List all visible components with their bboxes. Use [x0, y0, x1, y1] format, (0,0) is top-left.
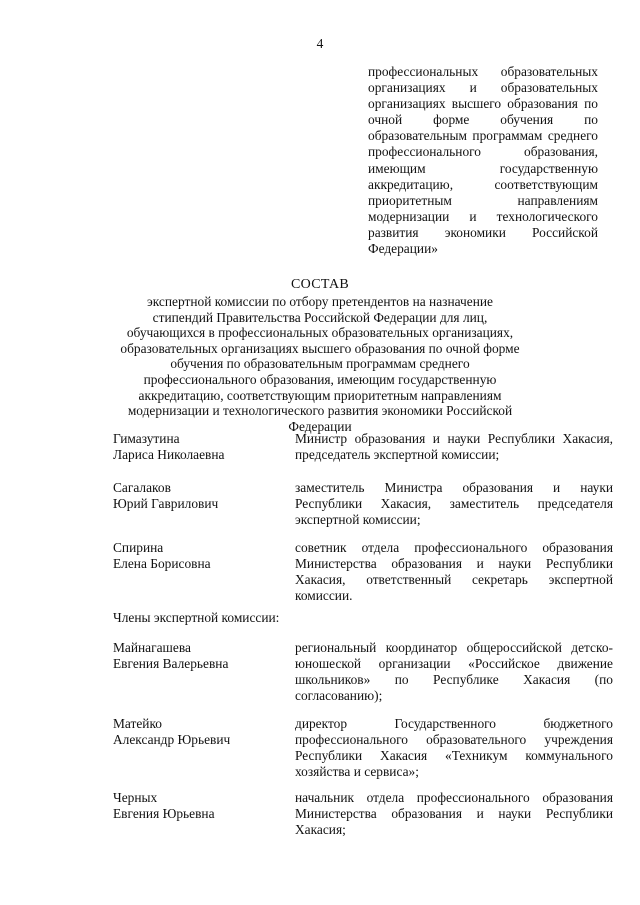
person-role: Министр образования и науки Республики Хакасия, председатель экспертной комиссии;: [295, 431, 613, 462]
person-surname: Майнагашева: [113, 640, 191, 655]
document-subtitle: экспертной комиссии по отбору претендентов на назначение стипендий Правительства Российской Федерации для лиц, обучающихся в профессиональных образовательных организациях, образовательных организациях высшего образования по очной форме обучения по образовательным программам среднего профессионального образования, имеющим государственную аккредитацию, соответствующим приоритетным направлениям модернизации и технологического развития экономики Российской Федерации: [120, 294, 520, 434]
members-heading: Члены экспертной комиссии:: [113, 610, 280, 625]
page-number: 4: [316, 36, 324, 51]
person-name: [113, 640, 283, 672]
person-surname: Матейко: [113, 716, 162, 731]
person-surname: Спирина: [113, 540, 164, 555]
person-name: [113, 790, 283, 822]
person-given-name: Евгения Юрьевна: [113, 806, 215, 821]
person-role: начальник отдела профессионального образования Министерства образования и науки Республики Хакасия;: [295, 790, 613, 837]
person-given-name: Юрий Гаврилович: [113, 496, 219, 511]
person-surname: Сагалаков: [113, 480, 171, 495]
person-given-name: Евгения Валерьевна: [113, 656, 229, 671]
person-name: [113, 431, 283, 463]
person-name: [113, 540, 283, 572]
person-role: советник отдела профессионального образования Министерства образования и науки Республики Хакасия, ответственный секретарь экспертной комиссии.: [295, 540, 613, 603]
person-role: заместитель Министра образования и науки Республики Хакасия, заместитель председателя экспертной комиссии;: [295, 480, 613, 527]
person-surname: Гимазутина: [113, 431, 180, 446]
document-title: СОСТАВ: [290, 277, 350, 292]
person-given-name: Лариса Николаевна: [113, 447, 225, 462]
person-surname: Черных: [113, 790, 158, 805]
person-name: [113, 716, 283, 748]
person-given-name: Александр Юрьевич: [113, 732, 231, 747]
preface-text: профессиональных образовательных организациях и образовательных организациях высшего образования по очной форме обучения по образовательным программам среднего профессионального образования, имеющим государственную аккредитацию, соответствующим приоритетным направлениям модернизации и технологического развития экономики Российской Федерации»: [368, 64, 598, 257]
person-role: директор Государственного бюджетного профессионального образовательного учреждения Республики Хакасия «Техникум коммунального хозяйства и сервиса»;: [295, 716, 613, 779]
person-given-name: Елена Борисовна: [113, 556, 211, 571]
person-name: [113, 480, 283, 512]
person-role: региональный координатор общероссийской детско-юношеской организации «Российское движение школьников» по Республике Хакасия (по согласованию);: [295, 640, 613, 703]
